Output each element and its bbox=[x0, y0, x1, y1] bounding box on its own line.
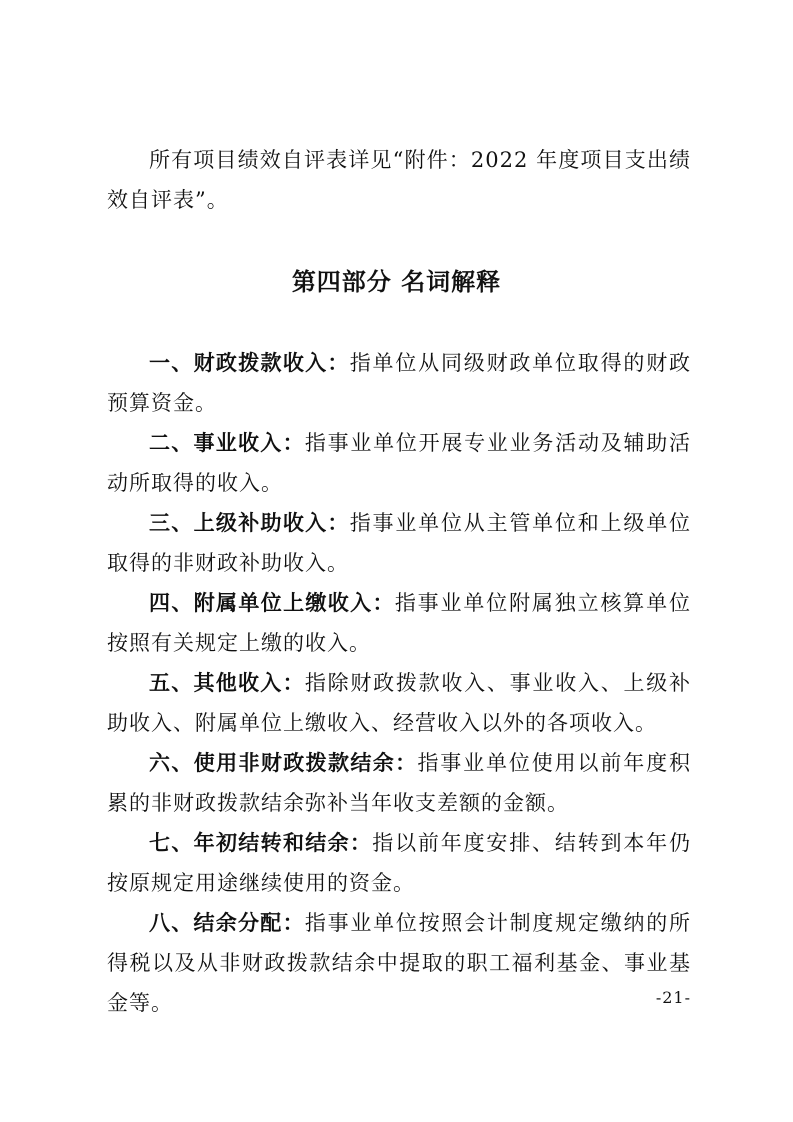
definition-term: 八、结余分配： bbox=[149, 911, 305, 935]
definition-paragraph bbox=[107, 423, 691, 503]
definition-paragraph bbox=[107, 663, 691, 743]
definition-paragraph bbox=[107, 903, 691, 1023]
definition-term: 六、使用非财政拨款结余： bbox=[149, 751, 418, 775]
definition-text: 指事业单位开展专业业务活动及辅助活动所取得的收入。 bbox=[107, 431, 692, 495]
intro-paragraph bbox=[107, 140, 691, 220]
definition-paragraph bbox=[107, 823, 691, 903]
page-number: -21- bbox=[655, 988, 691, 1007]
definition-text: 指事业单位使用以前年度积累的非财政拨款结余弥补当年收支差额的金额。 bbox=[107, 751, 692, 815]
definition-paragraph bbox=[107, 503, 691, 583]
definition-term: 一、财政拨款收入： bbox=[149, 351, 350, 375]
definition-text: 指单位从同级财政单位取得的财政预算资金。 bbox=[107, 351, 692, 415]
definition-term: 四、附属单位上缴收入： bbox=[149, 591, 395, 615]
definition-text: 指以前年度安排、结转到本年仍按原规定用途继续使用的资金。 bbox=[107, 831, 692, 895]
definition-text: 指事业单位附属独立核算单位按照有关规定上缴的收入。 bbox=[107, 591, 692, 655]
definition-paragraph bbox=[107, 343, 691, 423]
definition-text: 指事业单位从主管单位和上级单位取得的非财政补助收入。 bbox=[107, 511, 692, 575]
definition-paragraph bbox=[107, 743, 691, 823]
intro-text: 所有项目绩效自评表详见“附件：2022 年度项目支出绩效自评表”。 bbox=[107, 148, 691, 212]
section-title: 第四部分 名词解释 bbox=[291, 268, 502, 296]
definition-term: 七、年初结转和结余： bbox=[149, 831, 373, 855]
definition-text: 指事业单位按照会计制度规定缴纳的所得税以及从非财政拨款结余中提取的职工福利基金、事业基金等。 bbox=[107, 911, 692, 1015]
definition-term: 三、上级补助收入： bbox=[149, 511, 350, 535]
definition-text: 指除财政拨款收入、事业收入、上级补助收入、附属单位上缴收入、经营收入以外的各项收入。 bbox=[107, 671, 692, 735]
definition-term: 五、其他收入： bbox=[149, 671, 305, 695]
definition-paragraph bbox=[107, 583, 691, 663]
definition-term: 二、事业收入： bbox=[149, 431, 305, 455]
